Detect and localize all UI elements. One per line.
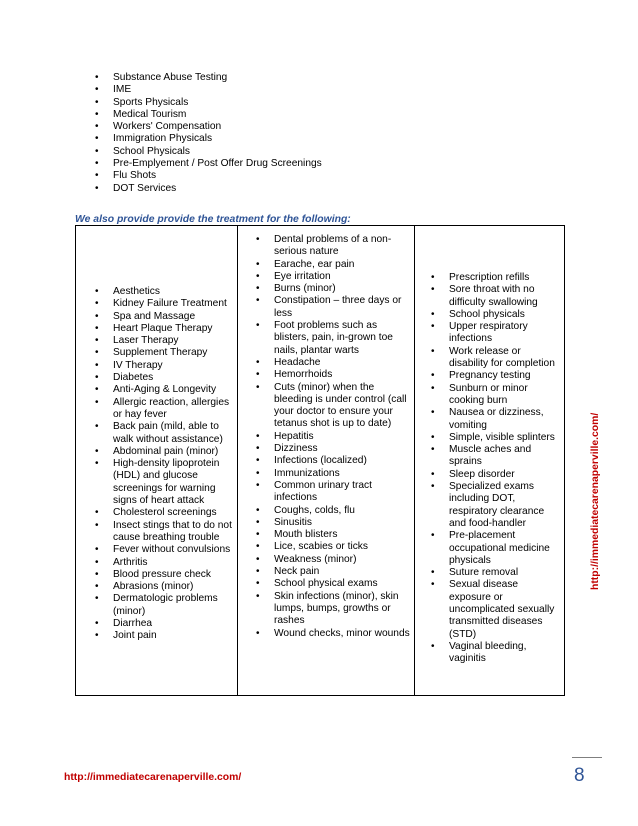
side-website-link[interactable]: http://immediatecarenaperville.com/ [590,412,601,590]
list-item: • Pre-placement occupational medicine physicals [449,530,561,567]
list-item: • Kidney Failure Treatment [113,298,237,310]
list-item: • Blood pressure check [113,569,237,581]
list-item: • Simple, visible splinters [449,432,561,444]
treatment-column-1 [113,286,237,643]
list-item: • Supplement Therapy [113,347,237,359]
list-item: • Workers' Compensation [113,121,513,133]
list-item: • School Physicals [113,146,513,158]
list-item: • Specialized exams including DOT, respiratory clearance and food-handler [449,481,561,530]
list-item: • Wound checks, minor wounds [274,628,414,640]
treatment-table [75,225,565,696]
list-item: • Constipation – three days or less [274,295,414,320]
list-item: • Dizziness [274,443,414,455]
list-item: • School physical exams [274,578,414,590]
list-item: • Arthritis [113,557,237,569]
list-item: • Joint pain [113,630,237,642]
list-item: • Sports Physicals [113,97,513,109]
list-item: • Insect stings that to do not cause breathing trouble [113,520,237,545]
list-item: • Sleep disorder [449,469,561,481]
list-item: • Coughs, colds, flu [274,505,414,517]
list-item: • Dental problems of a non-serious nature [274,234,414,259]
services-list [113,72,513,195]
list-item: • Spa and Massage [113,311,237,323]
list-item: • Prescription refills [449,272,561,284]
list-item: • Medical Tourism [113,109,513,121]
treatment-column-3 [449,272,561,666]
list-item: • Nausea or dizziness, vomiting [449,407,561,432]
list-item: • Pre-Emplyement / Post Offer Drug Screenings [113,158,513,170]
list-item: • Hemorrhoids [274,369,414,381]
column-divider [414,226,415,695]
list-item: • Headache [274,357,414,369]
list-item: • Heart Plaque Therapy [113,323,237,335]
list-item: • Eye irritation [274,271,414,283]
list-item: • Burns (minor) [274,283,414,295]
list-item: • Flu Shots [113,170,513,182]
list-item: • Sore throat with no difficulty swallowing [449,284,561,309]
list-item: • School physicals [449,309,561,321]
list-item: • Anti-Aging & Longevity [113,384,237,396]
list-item: • IME [113,84,513,96]
list-item: • Back pain (mild, able to walk without assistance) [113,421,237,446]
list-item: • Allergic reaction, allergies or hay fever [113,397,237,422]
footer-website-link[interactable]: http://immediatecarenaperville.com/ [64,772,242,783]
list-item: • Suture removal [449,567,561,579]
list-item: • Abdominal pain (minor) [113,446,237,458]
treatment-intro: We also provide provide the treatment for the following: [75,214,351,225]
list-item: • Work release or disability for completion [449,346,561,371]
list-item: • Earache, ear pain [274,259,414,271]
list-item: • Diabetes [113,372,237,384]
list-item: • Sexual disease exposure or uncomplicated sexually transmitted diseases (STD) [449,579,561,640]
list-item: • Hepatitis [274,431,414,443]
list-item: • Mouth blisters [274,529,414,541]
list-item: • Sunburn or minor cooking burn [449,383,561,408]
list-item: • Cholesterol screenings [113,507,237,519]
list-item: • Common urinary tract infections [274,480,414,505]
list-item: • Substance Abuse Testing [113,72,513,84]
list-item: • Vaginal bleeding, vaginitis [449,641,561,666]
list-item: • Neck pain [274,566,414,578]
list-item: • Foot problems such as blisters, pain, in-grown toe nails, plantar warts [274,320,414,357]
list-item: • Pregnancy testing [449,370,561,382]
column-divider [237,226,238,695]
list-item: • Weakness (minor) [274,554,414,566]
list-item: • Lice, scabies or ticks [274,541,414,553]
list-item: • Muscle aches and sprains [449,444,561,469]
treatment-column-2 [274,234,414,640]
list-item: • Laser Therapy [113,335,237,347]
list-item: • Upper respiratory infections [449,321,561,346]
list-item: • Infections (localized) [274,455,414,467]
list-item: • Dermatologic problems (minor) [113,593,237,618]
list-item: • Skin infections (minor), skin lumps, bumps, growths or rashes [274,591,414,628]
list-item: • High-density lipoprotein (HDL) and glucose screenings for warning signs of heart attack [113,458,237,507]
list-item: • Cuts (minor) when the bleeding is under control (call your doctor to ensure your tetanus shot is up to date) [274,382,414,431]
list-item: • Sinusitis [274,517,414,529]
list-item: • Fever without convulsions [113,544,237,556]
list-item: • Aesthetics [113,286,237,298]
page-number: 8 [574,765,585,786]
list-item: • Immigration Physicals [113,133,513,145]
list-item: • Abrasions (minor) [113,581,237,593]
list-item: • Diarrhea [113,618,237,630]
list-item: • DOT Services [113,183,513,195]
list-item: • Immunizations [274,468,414,480]
footer-divider [572,757,602,758]
list-item: • IV Therapy [113,360,237,372]
